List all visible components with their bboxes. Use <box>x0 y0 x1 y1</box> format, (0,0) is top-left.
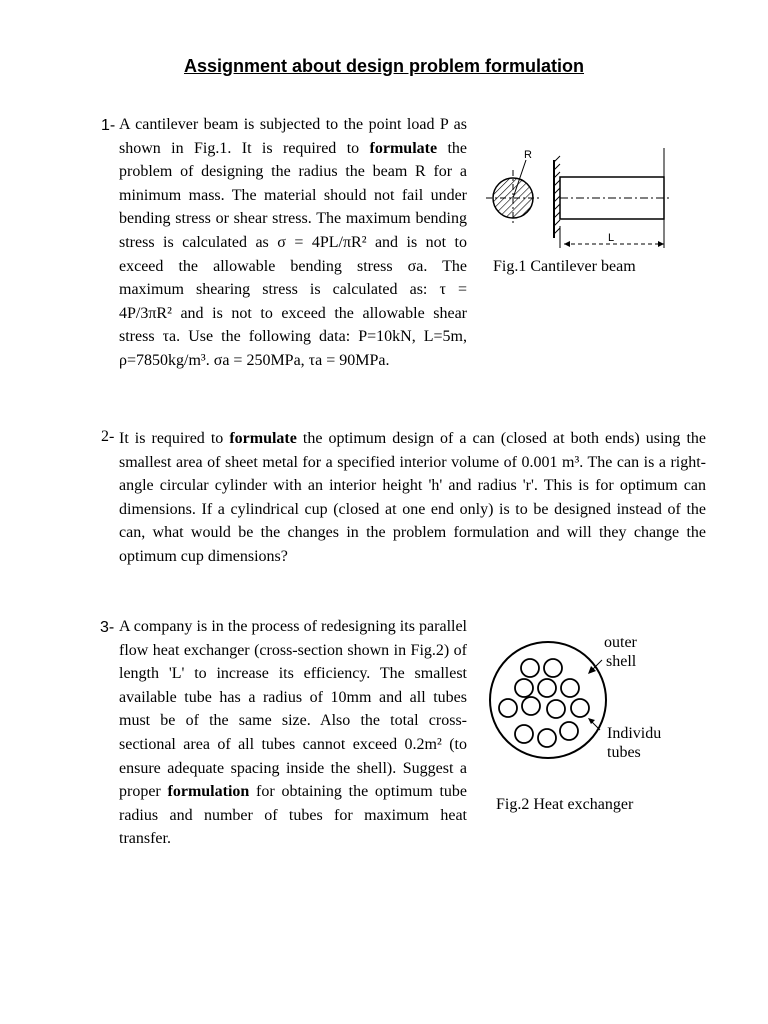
question-2-text-part1: It is required to <box>119 430 230 447</box>
question-1-text <box>119 113 467 373</box>
figure-1-caption: Fig.1 Cantilever beam <box>493 258 636 275</box>
question-3-text <box>119 615 467 851</box>
question-1-keyword: formulate <box>369 139 438 157</box>
question-1-text-part1: A cantilever beam is subjected to the point load P as shown in Fig.1. It is required to <box>119 116 467 157</box>
question-1-number: 1- <box>101 117 116 134</box>
outer-shell <box>490 642 606 758</box>
label-outer-line2: shell <box>606 653 637 670</box>
tubes <box>499 659 589 747</box>
heat-exchanger-figure <box>488 630 670 770</box>
label-tubes-line1: Individu <box>607 725 662 742</box>
question-2-text-part2: the optimum design of a can (closed at both ends) using the smallest area of sheet metal for a specified interior volume of 0.001 m³. The can is a right-angle circular cylinder with an interior height 'h' and radius 'r'. This is for optimum can dimensions. If a cylindrical cup (closed at one end only) is to be designed instead of the can, what would be the changes in the problem formulation and will they change the optimum cup dimensions? <box>119 430 706 565</box>
question-3-keyword: formulation <box>167 783 250 801</box>
question-3-number: 3- <box>100 619 115 636</box>
question-2-keyword: formulate <box>229 430 297 447</box>
question-2-number: 2- <box>101 428 115 445</box>
label-outer-line1: outer <box>604 634 637 651</box>
question-3-text-part2: for obtaining the optimum tube radius and number of tubes for maximum heat transfer. <box>119 783 468 848</box>
question-3-text-part1: A company is in the process of redesigning its parallel flow heat exchanger (cross-section shown in Fig.2) of length 'L' to increase its efficiency. The smallest available tube has a radius of 10mm and all tubes must be of the same size. Also the total cross-sectional area of all tubes cannot exceed 0.2m² (to ensure adequate spacing inside the shell). Suggest a proper <box>119 618 467 801</box>
question-1-text-part2: the problem of designing the radius the beam R for a minimum mass. The material should not fail under bending stress or shear stress. The maximum bending stress is calculated as σ = 4PL/πR² and is not to exceed the allowable bending stress σa. The maximum shearing stress is calculated as: τ = 4P/3πR² and is not to exceed the allowable shear stress τa. Use the following data: P=10kN, L=5m, ρ=7850kg/m³. σa = 250MPa, τa = 90MPa. <box>119 139 468 369</box>
label-tubes-line2: tubes <box>607 744 641 761</box>
cantilever-beam-figure <box>484 140 674 255</box>
question-2-text <box>119 427 706 569</box>
page-title: Assignment about design problem formulation <box>183 56 585 76</box>
figure-2-caption: Fig.2 Heat exchanger <box>496 796 634 813</box>
label-l: L <box>608 232 615 244</box>
label-r: R <box>524 149 532 161</box>
